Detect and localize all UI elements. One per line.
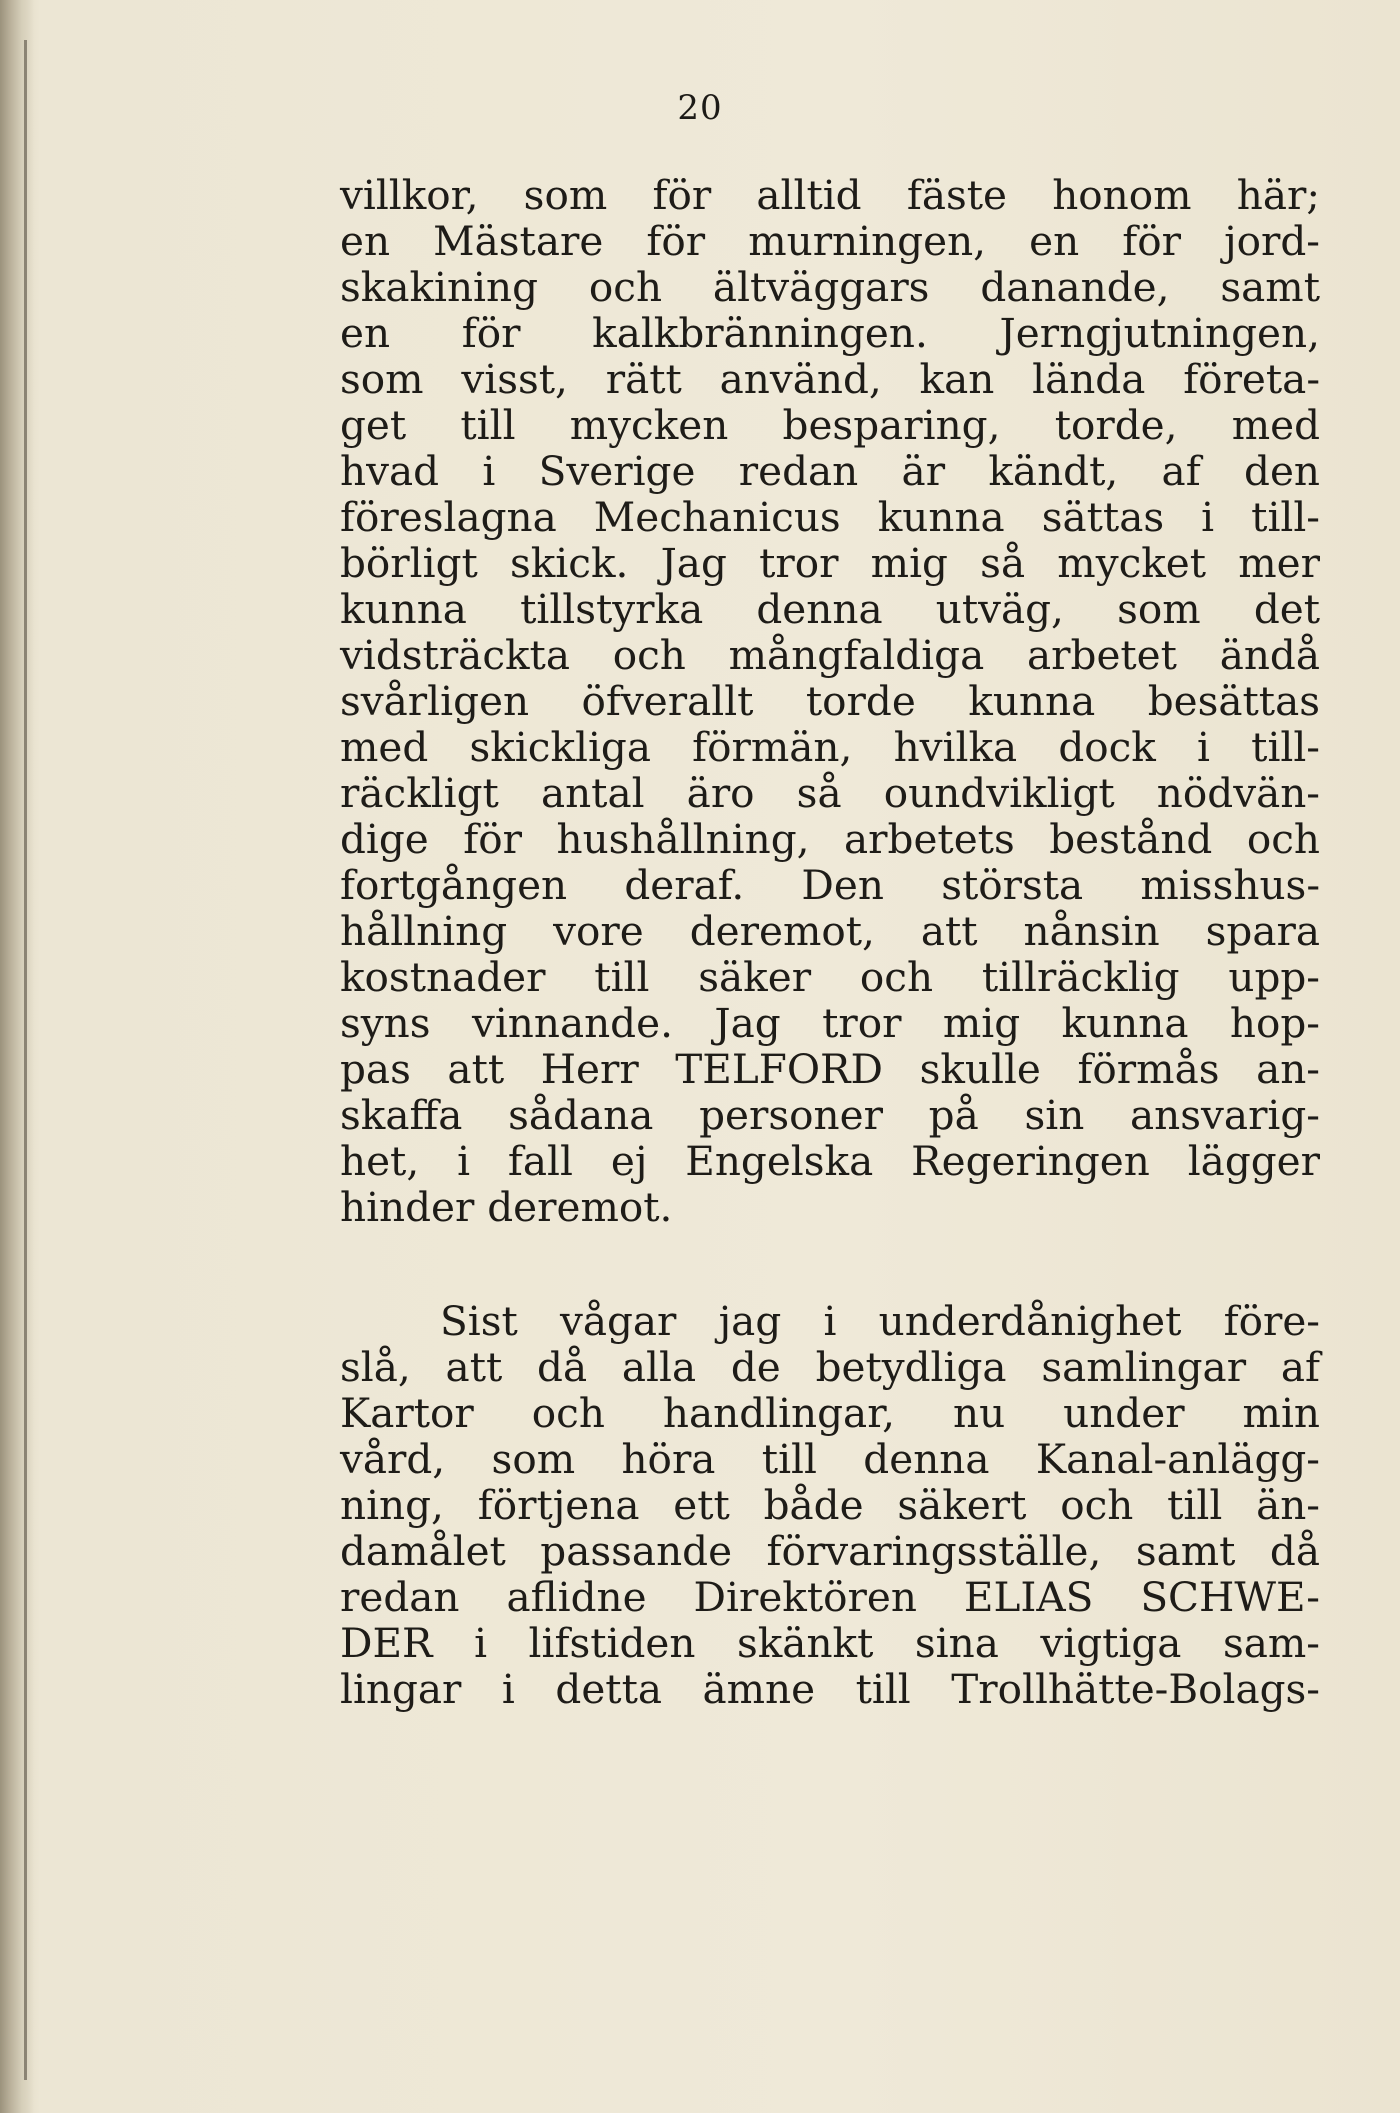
text-line: räckligt antal äro så oundvikligt nödvän- bbox=[340, 769, 1320, 817]
text-line: kunna tillstyrka denna utväg, som det bbox=[340, 585, 1320, 633]
book-spine-shadow bbox=[0, 0, 34, 2113]
text-line: en för kalkbränningen. Jerngjutningen, bbox=[340, 309, 1320, 357]
text-line: vidsträckta och mångfaldiga arbetet ändå bbox=[340, 631, 1320, 679]
paragraph-2 bbox=[340, 1298, 1320, 1712]
text-line: pas att Herr TELFORD skulle förmås an- bbox=[340, 1045, 1320, 1093]
text-line: DER i lifstiden skänkt sina vigtiga sam- bbox=[340, 1619, 1320, 1667]
text-line: vård, som höra till denna Kanal-anlägg- bbox=[340, 1435, 1320, 1483]
text-line: föreslagna Mechanicus kunna sättas i till- bbox=[340, 493, 1320, 541]
text-line: börligt skick. Jag tror mig så mycket mer bbox=[340, 539, 1320, 587]
text-line: syns vinnande. Jag tror mig kunna hop- bbox=[340, 999, 1320, 1047]
text-line: hinder deremot. bbox=[340, 1183, 673, 1231]
paragraph-1 bbox=[340, 172, 1320, 1230]
binding-edge-line bbox=[24, 40, 27, 2080]
page-number: 20 bbox=[677, 88, 723, 128]
text-line: lingar i detta ämne till Trollhätte-Bolags- bbox=[340, 1665, 1320, 1713]
text-line: villkor, som för alltid fäste honom här; bbox=[340, 171, 1320, 219]
text-line: kostnader till säker och tillräcklig upp- bbox=[340, 953, 1320, 1001]
text-line: en Mästare för murningen, en för jord- bbox=[340, 217, 1320, 265]
body-text bbox=[340, 172, 1320, 1712]
text-line: fortgången deraf. Den största misshus- bbox=[340, 861, 1320, 909]
text-line: redan aflidne Direktören ELIAS SCHWE- bbox=[340, 1573, 1320, 1621]
text-line: svårligen öfverallt torde kunna besättas bbox=[340, 677, 1320, 725]
text-line: hvad i Sverige redan är kändt, af den bbox=[340, 447, 1320, 495]
text-line: damålet passande förvaringsställe, samt då bbox=[340, 1527, 1320, 1575]
text-line: skaffa sådana personer på sin ansvarig- bbox=[340, 1091, 1320, 1139]
text-line: Kartor och handlingar, nu under min bbox=[340, 1389, 1320, 1437]
text-line: ning, förtjena ett både säkert och till än- bbox=[340, 1481, 1320, 1529]
text-line: slå, att då alla de betydliga samlingar af bbox=[340, 1343, 1320, 1391]
text-line: som visst, rätt använd, kan lända företa- bbox=[340, 355, 1320, 403]
text-line: dige för hushållning, arbetets bestånd och bbox=[340, 815, 1320, 863]
text-line: Sist vågar jag i underdånighet före- bbox=[440, 1297, 1320, 1345]
text-line: hållning vore deremot, att nånsin spara bbox=[340, 907, 1320, 955]
text-line: get till mycken besparing, torde, med bbox=[340, 401, 1320, 449]
text-line: het, i fall ej Engelska Regeringen lägger bbox=[340, 1137, 1320, 1185]
text-line: med skickliga förmän, hvilka dock i till- bbox=[340, 723, 1320, 771]
paragraph-gap bbox=[340, 1230, 1320, 1298]
text-line: skakining och ältväggars danande, samt bbox=[340, 263, 1320, 311]
